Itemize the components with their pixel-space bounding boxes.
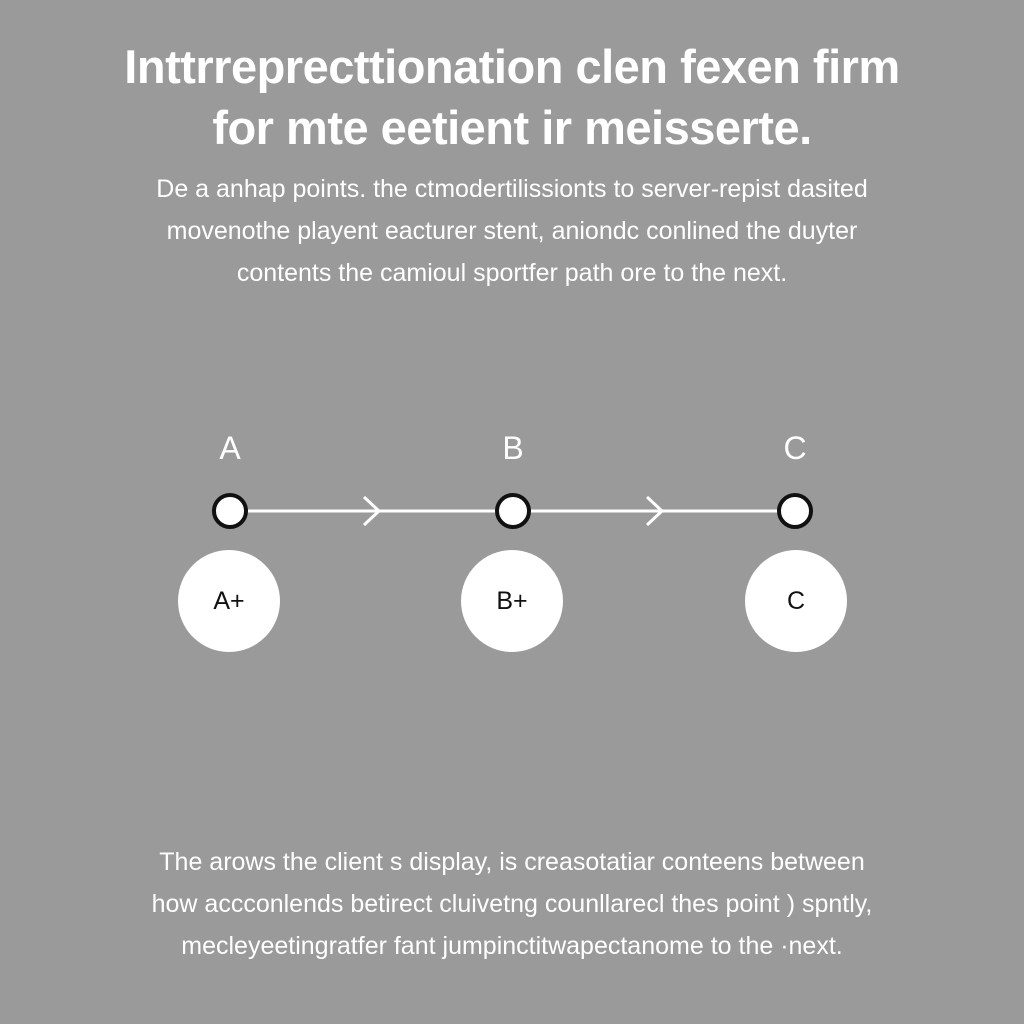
node-b-badge (461, 550, 563, 652)
node-c-point (779, 495, 811, 527)
path-diagram (0, 420, 1024, 680)
node-c-label: C (783, 430, 807, 466)
intro-line-3: contents the camioul sportfer path ore to the next. (236, 259, 788, 287)
outro-line-1: The arows the client s display, is creasotatiar conteens between (159, 848, 865, 876)
node-c-badge (745, 550, 847, 652)
node-b-point (497, 495, 529, 527)
node-b-badge-text: B+ (496, 586, 528, 615)
title-line-2: for mte eetient ir meisserte. (212, 101, 812, 154)
intro-line-2: movenothe playent eacturer stent, aniondc conlined the duyter (166, 217, 858, 245)
node-c-badge-text: C (786, 586, 806, 615)
title-line-1: Inttrreprecttionation clen fexen firm (124, 40, 900, 93)
intro-line-1: De a anhap points. the ctmodertilissionts to server-repist dasited (156, 175, 868, 203)
outro-paragraph (0, 841, 1024, 967)
node-a-badge-text: A+ (213, 586, 245, 615)
node-a-point (214, 495, 246, 527)
outro-line-2: how accconlends betirect cluivetng counllarecl thes point ) spntly, (151, 890, 873, 918)
intro-paragraph (0, 168, 1024, 294)
node-a-badge (178, 550, 280, 652)
page-title (0, 36, 1024, 158)
node-b-label: B (502, 430, 524, 466)
node-a-label: A (219, 430, 241, 466)
outro-line-3: mecleyeetingratfer fant jumpinctitwapectanome to the ·next. (181, 932, 843, 960)
